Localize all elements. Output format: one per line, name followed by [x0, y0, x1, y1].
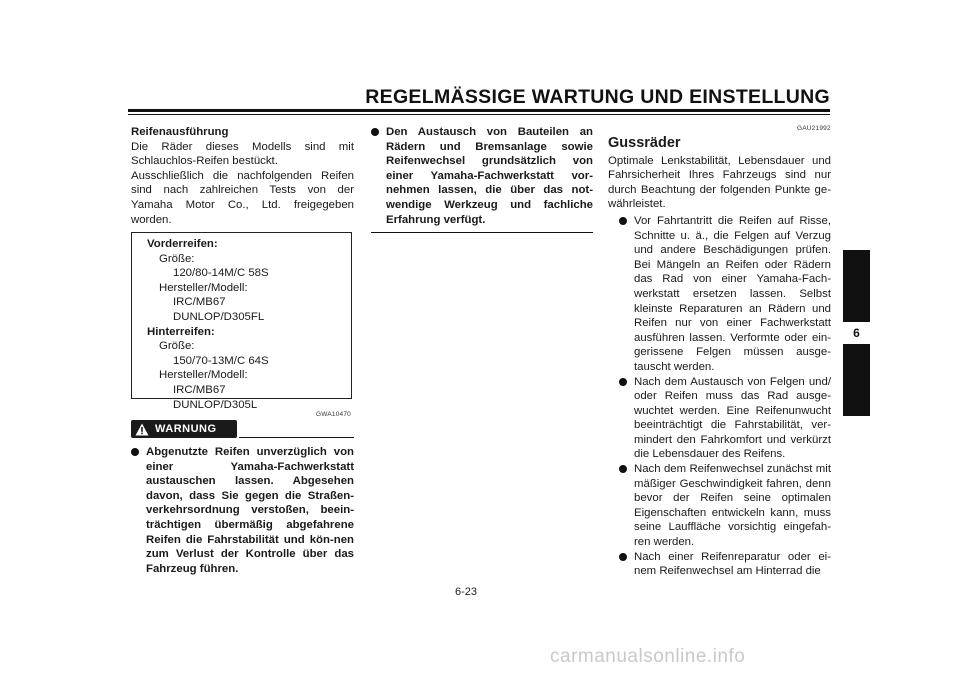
list-item-text: Nach dem Austausch von Felgen und/ oder Reifen muss das Rad ausge-wuchtet werden. Eine Reifenunwucht beeinträchtigt die Fahrstabilität, ver-mindert den Fahrkomfort und verkürzt die Lebensdauer des Reifens. — [634, 375, 831, 461]
middle-bullet-item — [371, 125, 593, 227]
warning-triangle-icon — [131, 420, 153, 438]
page-header-title: REGELMÄSSIGE WARTUNG UND EINSTELLUNG — [365, 86, 830, 108]
warning-label-text: WARNUNG — [155, 423, 217, 435]
front-size-value: 120/80-14M/C 58S — [173, 267, 269, 280]
chapter-number: 6 — [843, 322, 870, 344]
watermark: carmanualsonline.info — [550, 646, 746, 667]
front-maker-label: Hersteller/Modell: — [159, 281, 248, 294]
front-maker-1: IRC/MB67 — [173, 296, 226, 309]
warning-code: GWA10470 — [316, 411, 351, 418]
rear-size-value: 150/70-13M/C 64S — [173, 354, 269, 367]
page-number: 6-23 — [455, 586, 478, 598]
front-maker-2: DUNLOP/D305FL — [173, 310, 265, 323]
rear-size-label: Größe: — [159, 340, 195, 353]
rear-maker-label: Hersteller/Modell: — [159, 369, 248, 382]
list-item — [608, 375, 831, 463]
warning-list — [131, 445, 354, 576]
bullet-icon — [371, 128, 379, 136]
list-item — [608, 550, 831, 579]
warning-label — [131, 420, 237, 438]
left-column — [131, 125, 354, 227]
section-code: GAU21992 — [797, 125, 831, 132]
rear-maker-1: IRC/MB67 — [173, 383, 226, 396]
bullet-icon — [131, 448, 139, 456]
warning-bullet-text: Abgenutzte Reifen unverzüglich von einer Yamaha-Fachwerkstatt austauschen lassen. Abgesehen davon, dass Sie gegen die Straßen-verkehrsordnung verstoßen, beein-trächtigen übermäßig abgefahrene Reifen die Fahrstabilität und kön-nen zum Verlust der Kontrolle über das Fahrzeug führen. — [146, 446, 354, 575]
section-title: Gussräder — [608, 135, 681, 151]
tire-spec-box — [131, 232, 352, 411]
list-item — [608, 462, 831, 550]
list-item — [608, 214, 831, 375]
bullet-icon — [619, 465, 627, 473]
rear-tire-title: Hinterreifen: — [147, 325, 215, 338]
header-rule-thin — [128, 114, 830, 115]
cast-wheels-list — [608, 214, 831, 579]
middle-bullet-text: Den Austausch von Bauteilen an Rädern und Bremsanlage sowie Reifenwechsel grundsätzlich von einer Yamaha-Fachwerkstatt vor-nehmen lassen, die über das not-wendige Werkzeug und fachliche Erfahrung verfügt. — [386, 126, 593, 226]
list-item-text: Vor Fahrtantritt die Reifen auf Risse, Schnitte u. ä., die Felgen auf Verzug und andere Beschädigungen prüfen. Bei Mängeln an Reifen oder Rädern das Rad von einer Yamaha-Fach-werkstatt ersetzen lassen. Selbst kleinste Reparaturen an Rädern und Reifen nur von einer Fachwerkstatt ausführen lassen. Verformte oder ein-gerissene Felgen müssen ausge-tauscht werden. — [634, 214, 831, 373]
warning-rule — [239, 437, 354, 438]
middle-end-rule — [371, 232, 593, 233]
right-column — [608, 133, 831, 579]
list-item-text: Nach dem Reifenwechsel zunächst mit mäßiger Geschwindigkeit fahren, denn bevor der Reifen seine optimalen Eigenschaften entwickeln kann, muss seine Lauffläche vorsichtig eingefah-ren werden. — [634, 463, 831, 549]
cast-wheels-intro: Optimale Lenkstabilität, Lebensdauer und Fahrsicherheit Ihres Fahrzeugs sind nur durch Beachtung der folgenden Punkte ge-währleistet. — [608, 154, 831, 211]
bullet-icon — [619, 217, 627, 225]
warning-bullet-item — [131, 445, 354, 576]
intro-paragraph: Die Räder dieses Modells sind mit Schlauchlos-Reifen bestückt. — [131, 140, 354, 168]
tire-type-heading: Reifenausführung — [131, 126, 229, 138]
front-tire-title: Vorderreifen: — [147, 238, 218, 250]
approved-tires-paragraph: Ausschließlich die nachfolgenden Reifen sind nach zahlreichen Tests von der Yamaha Motor Co., Ltd. freigegeben worden. — [131, 169, 354, 226]
rear-maker-2: DUNLOP/D305L — [173, 398, 258, 411]
list-item-text: Nach einer Reifenreparatur oder ei-nem Reifenwechsel am Hinterrad die — [634, 550, 831, 578]
header-rule-thick — [128, 109, 830, 112]
front-size-label: Größe: — [159, 252, 195, 265]
chapter-tab[interactable] — [843, 250, 870, 416]
bullet-icon — [619, 378, 627, 386]
middle-column — [371, 125, 593, 227]
bullet-icon — [619, 553, 627, 561]
